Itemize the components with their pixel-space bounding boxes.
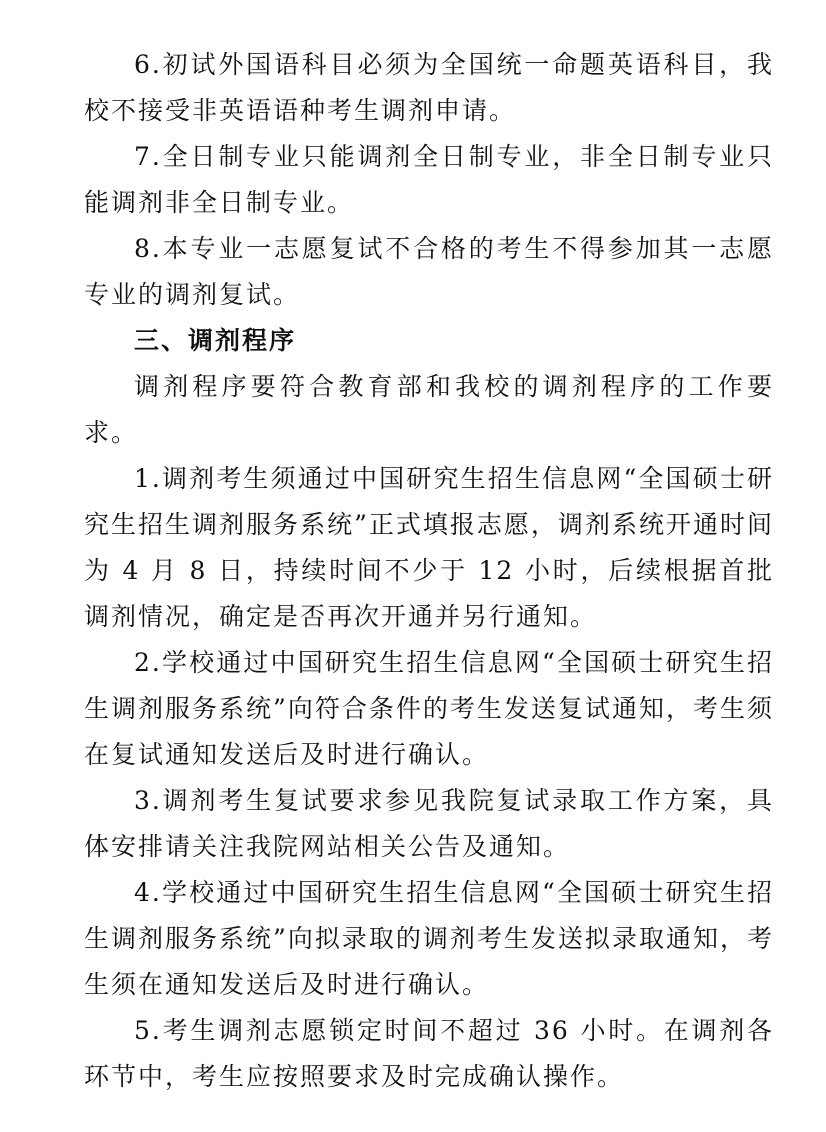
- section-intro: 调剂程序要符合教育部和我校的调剂程序的工作要求。: [84, 372, 774, 447]
- procedure-step-1: 1.调剂考生须通过中国研究生招生信息网“全国硕士研究生招生调剂服务系统”正式填报志愿，调剂系统开通时间为 4 月 8 日，持续时间不少于 12 小时，后续根据首批调剂情况，确定是否再次开通并另行通知。: [84, 464, 774, 631]
- section-heading: 三、调剂程序: [134, 326, 297, 355]
- paragraph-rule-7: 7.全日制专业只能调剂全日制专业，非全日制专业只能调剂非全日制专业。: [84, 142, 774, 217]
- procedure-step-5: 5.考生调剂志愿锁定时间不超过 36 小时。在调剂各环节中，考生应按照要求及时完成确认操作。: [84, 1016, 774, 1091]
- procedure-step-2: 2.学校通过中国研究生招生信息网“全国硕士研究生招生调剂服务系统”向符合条件的考生发送复试通知，考生须在复试通知发送后及时进行确认。: [84, 648, 774, 769]
- document-body: [84, 42, 774, 1100]
- procedure-step-4: 4.学校通过中国研究生招生信息网“全国硕士研究生招生调剂服务系统”向拟录取的调剂考生发送拟录取通知，考生须在通知发送后及时进行确认。: [84, 878, 774, 999]
- paragraph-rule-8: 8.本专业一志愿复试不合格的考生不得参加其一志愿专业的调剂复试。: [84, 234, 774, 309]
- procedure-step-3: 3.调剂考生复试要求参见我院复试录取工作方案，具体安排请关注我院网站相关公告及通知。: [84, 786, 774, 861]
- paragraph-rule-6: 6.初试外国语科目必须为全国统一命题英语科目，我校不接受非英语语种考生调剂申请。: [84, 50, 774, 125]
